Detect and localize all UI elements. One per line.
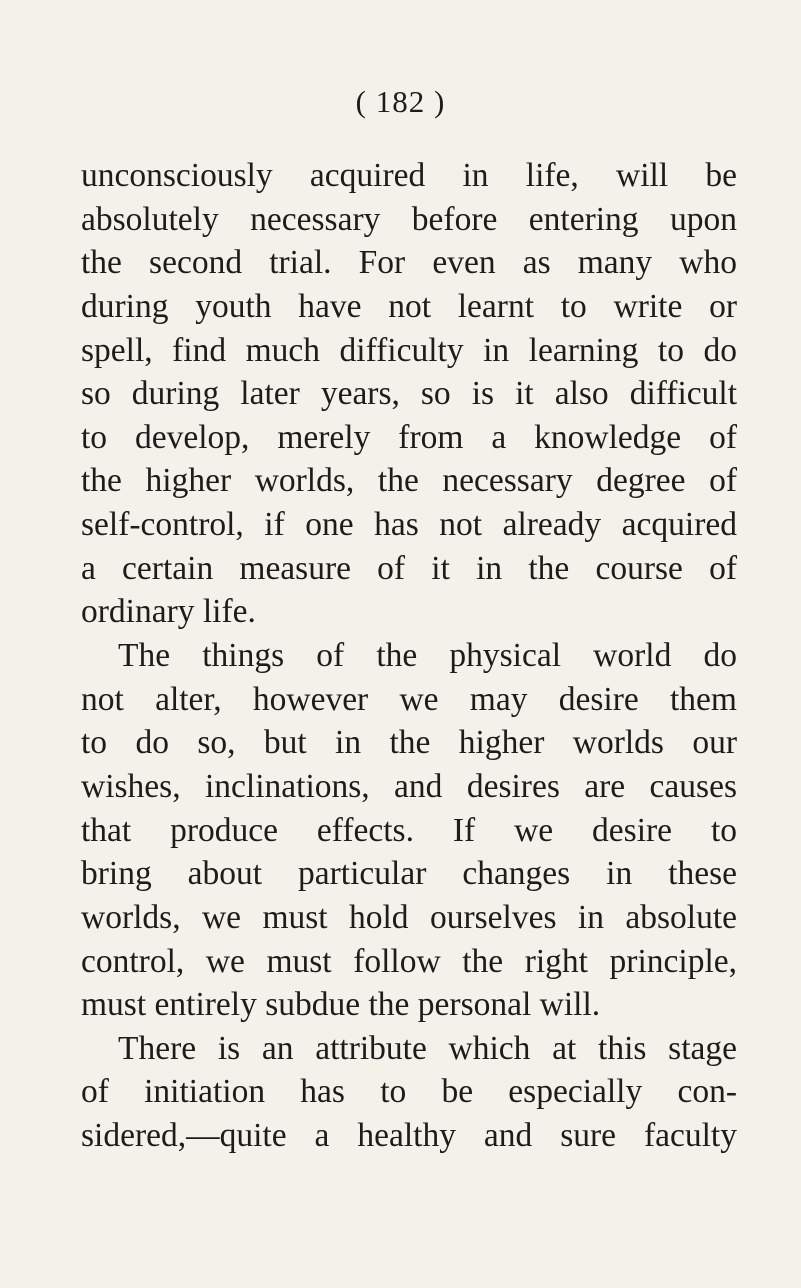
text-line-paragraph-start: There is an attribute which at this stage: [118, 1029, 737, 1067]
text-line: the higher worlds, the necessary degree of: [81, 462, 737, 500]
page-number: ( 182 ): [355, 84, 446, 119]
text-line: worlds, we must hold ourselves in absolute: [81, 898, 737, 936]
text-line: a certain measure of it in the course of: [81, 549, 737, 587]
text-line: spell, find much difficulty in learning to do: [81, 331, 737, 369]
text-line: during youth have not learnt to write or: [81, 287, 737, 325]
text-line: control, we must follow the right principle,: [81, 942, 737, 980]
text-line: wishes, inclinations, and desires are causes: [81, 767, 737, 805]
text-line: sidered,—quite a healthy and sure faculty: [81, 1117, 737, 1155]
text-line: unconsciously acquired in life, will be: [81, 157, 737, 194]
body-text: [81, 154, 737, 1158]
text-line: to develop, merely from a knowledge of: [81, 418, 737, 456]
text-line: the second trial. For even as many who: [81, 244, 737, 282]
text-line: bring about particular changes in these: [81, 855, 737, 893]
text-line: that produce effects. If we desire to: [81, 811, 737, 849]
text-line: so during later years, so is it also difficult: [81, 375, 737, 413]
text-line-paragraph-start: The things of the physical world do: [118, 637, 737, 675]
text-line: of initiation has to be especially con-: [81, 1073, 737, 1111]
text-line: self-control, if one has not already acquired: [81, 506, 737, 544]
text-line: not alter, however we may desire them: [81, 680, 737, 718]
text-line: to do so, but in the higher worlds our: [81, 724, 737, 762]
text-line: absolutely necessary before entering upon: [81, 200, 737, 238]
text-line: ordinary life.: [81, 593, 256, 631]
text-line: must entirely subdue the personal will.: [81, 986, 601, 1024]
